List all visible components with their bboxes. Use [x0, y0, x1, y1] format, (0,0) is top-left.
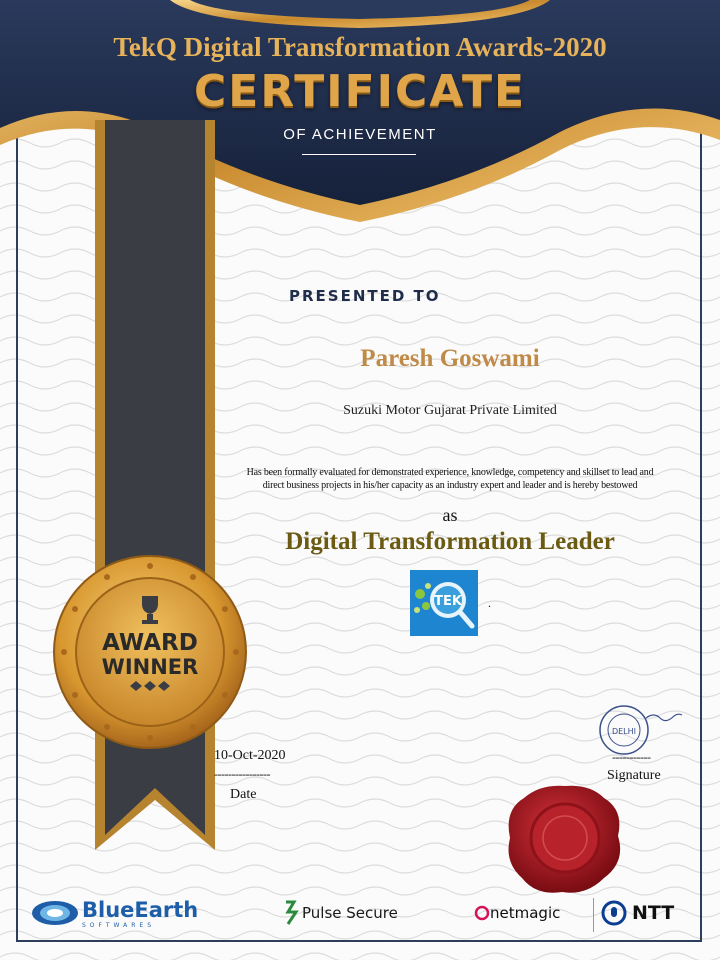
sponsor-ntt-logo — [600, 890, 690, 936]
sponsor-divider — [593, 898, 594, 932]
sponsor-netmagic-logo — [474, 890, 586, 936]
pulse-secure-icon — [282, 898, 302, 928]
date-value: 10-Oct-2020 — [214, 748, 286, 763]
netmagic-icon — [474, 905, 490, 921]
blueearth-sub: SOFTWARES — [82, 921, 156, 929]
recipient-company: Suzuki Motor Gujarat Private Limited — [343, 403, 557, 418]
tek-logo — [410, 570, 478, 636]
citation-line-2: direct business projects in his/her capacity as an industry expert and leader and is hereby bestowed — [262, 480, 638, 491]
tek-trailing-dot: . — [488, 596, 491, 610]
signature-label: Signature — [607, 768, 661, 783]
presented-to-label: PRESENTED TO — [289, 287, 441, 305]
recipient-name: Paresh Goswami — [360, 345, 540, 372]
blueearth-globe-icon — [30, 898, 80, 928]
certificate-subheading: OF ACHIEVEMENT — [283, 126, 437, 143]
ntt-icon — [600, 899, 628, 927]
ntt-name: NTT — [632, 902, 675, 924]
date-line: ---------------- — [214, 767, 270, 781]
award-title: Digital Transformation Leader — [285, 528, 615, 555]
heading-underline — [302, 154, 416, 155]
seal-line-winner: WINNER — [101, 655, 199, 679]
awards-title: TekQ Digital Transformation Awards-2020 — [113, 32, 607, 62]
blueearth-name: BlueEarth — [82, 897, 199, 922]
sponsor-blueearth-logo — [30, 890, 230, 936]
signature-line: ----------- — [612, 750, 651, 764]
stamp-text: DELHI — [611, 727, 637, 736]
wax-seal — [500, 780, 630, 900]
citation-text — [210, 466, 690, 492]
tek-logo-text: TEK — [434, 594, 462, 609]
citation-line-1: Has been formally evaluated for demonstrated experience, knowledge, competency and skillset to lead and — [246, 467, 654, 478]
sponsor-pulse-secure-logo — [282, 890, 442, 936]
date-label: Date — [230, 787, 257, 802]
as-word: as — [442, 505, 458, 525]
award-winner-seal — [50, 552, 250, 752]
certificate-heading: CERTIFICATE — [193, 66, 527, 117]
seal-line-award: AWARD — [102, 630, 198, 656]
netmagic-name: netmagic — [490, 904, 561, 922]
pulse-secure-name: Pulse Secure — [302, 904, 398, 922]
